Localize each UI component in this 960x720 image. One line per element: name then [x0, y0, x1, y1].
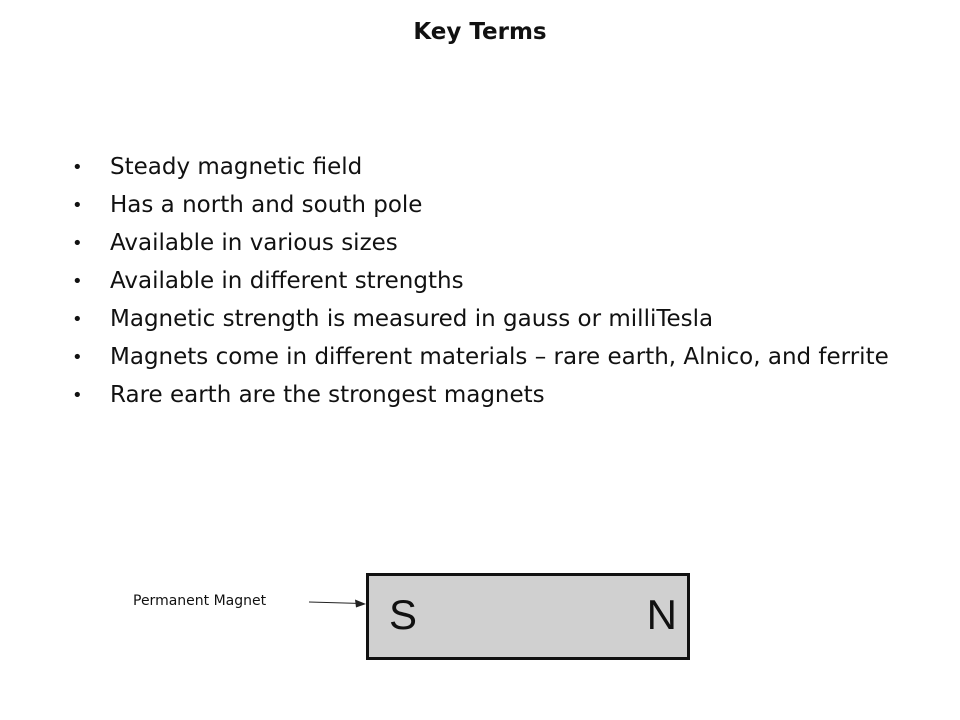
bullet-text: Steady magnetic field [110, 154, 363, 180]
bullet-dot: • [72, 309, 83, 330]
bullet-text: Available in different strengths [110, 268, 464, 294]
arrow-shaft [309, 602, 362, 604]
bullet-dot: • [72, 157, 83, 178]
bullet-text: Magnets come in different materials – rare earth, Alnico, and ferrite [110, 344, 889, 370]
bullet-item [70, 304, 910, 335]
south-pole-label: S [389, 591, 418, 638]
permanent-magnet [366, 573, 690, 660]
bullet-item [70, 190, 910, 221]
bullet-item [70, 228, 910, 259]
bullet-item [70, 380, 910, 411]
bullet-list [70, 152, 910, 418]
bullet-dot: • [72, 271, 83, 292]
bullet-text: Rare earth are the strongest magnets [110, 382, 545, 408]
magnet-label: Permanent Magnet [133, 593, 267, 609]
bullet-dot: • [72, 195, 83, 216]
bullet-item [70, 266, 910, 297]
bullet-dot: • [72, 347, 83, 368]
bullet-text: Available in various sizes [110, 230, 398, 256]
arrow-head [355, 600, 366, 608]
bullet-text: Has a north and south pole [110, 192, 423, 218]
bullet-text: Magnetic strength is measured in gauss or milliTesla [110, 306, 714, 332]
bullet-item [70, 152, 910, 183]
north-pole-label: N [646, 591, 677, 638]
bullet-dot: • [72, 233, 83, 254]
bullet-item [70, 342, 910, 373]
bullet-dot: • [72, 385, 83, 406]
arrow-icon [308, 592, 368, 616]
slide-title: Key Terms [413, 19, 547, 45]
